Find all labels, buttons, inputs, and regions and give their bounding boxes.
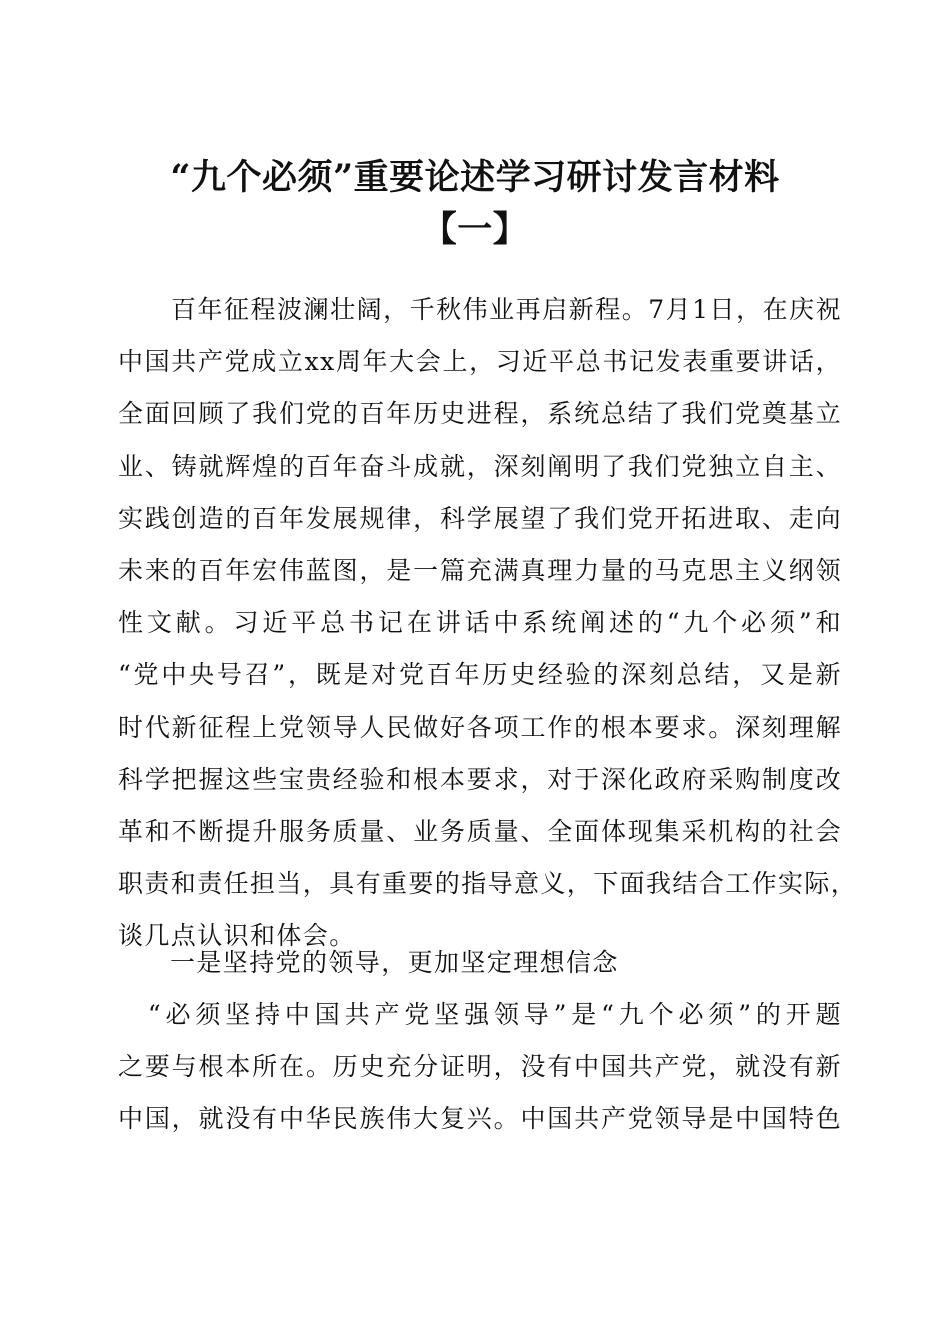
paragraph-line: “党中央号召”，既是对党百年历史经验的深刻总结，又是新 — [118, 660, 842, 690]
paragraph-intro — [118, 284, 858, 962]
paragraph-line: 科学把握这些宝贵经验和根本要求，对于深化政府采购制度改 — [118, 764, 842, 794]
paragraph-line: 时代新征程上党领导人民做好各项工作的根本要求。深刻理解 — [118, 712, 842, 742]
paragraph-line: 谈几点认识和体会。 — [118, 921, 356, 951]
paragraph-line: 革和不断提升服务质量、业务质量、全面体现集采机构的社会 — [118, 816, 842, 846]
paragraph-line: 百年征程波澜壮阔，千秋伟业再启新程。7月1日，在庆祝 — [118, 295, 842, 324]
paragraph-line: 中国共产党成立xx周年大会上，习近平总书记发表重要讲话， — [118, 347, 842, 377]
paragraph-line: 性文献。习近平总书记在讲话中系统阐述的“九个必须”和 — [118, 608, 842, 638]
document-title: “九个必须”重要论述学习研讨发言材料 — [170, 157, 780, 198]
paragraph-line: “必须坚持中国共产党坚强领导”是“九个必须”的开题 — [118, 1000, 842, 1029]
paragraph-section-1 — [118, 989, 842, 1146]
paragraph-line: 中国，就没有中华民族伟大复兴。中国共产党领导是中国特色 — [118, 1104, 842, 1134]
paragraph-line: 职责和责任担当，具有重要的指导意义，下面我结合工作实际， — [118, 869, 858, 899]
paragraph-line: 未来的百年宏伟蓝图，是一篇充满真理力量的马克思主义纲领 — [118, 555, 842, 585]
paragraph-line: 实践创造的百年发展规律，科学展望了我们党开拓进取、走向 — [118, 503, 842, 533]
document-subtitle: 【一】 — [421, 209, 529, 250]
section-heading: 一是坚持党的领导，更加坚定理想信念 — [170, 948, 619, 977]
paragraph-line: 业、铸就辉煌的百年奋斗成就，深刻阐明了我们党独立自主、 — [118, 451, 842, 481]
paragraph-line: 之要与根本所在。历史充分证明，没有中国共产党，就没有新 — [118, 1052, 842, 1082]
paragraph-line: 全面回顾了我们党的百年历史进程，系统总结了我们党奠基立 — [118, 399, 842, 429]
